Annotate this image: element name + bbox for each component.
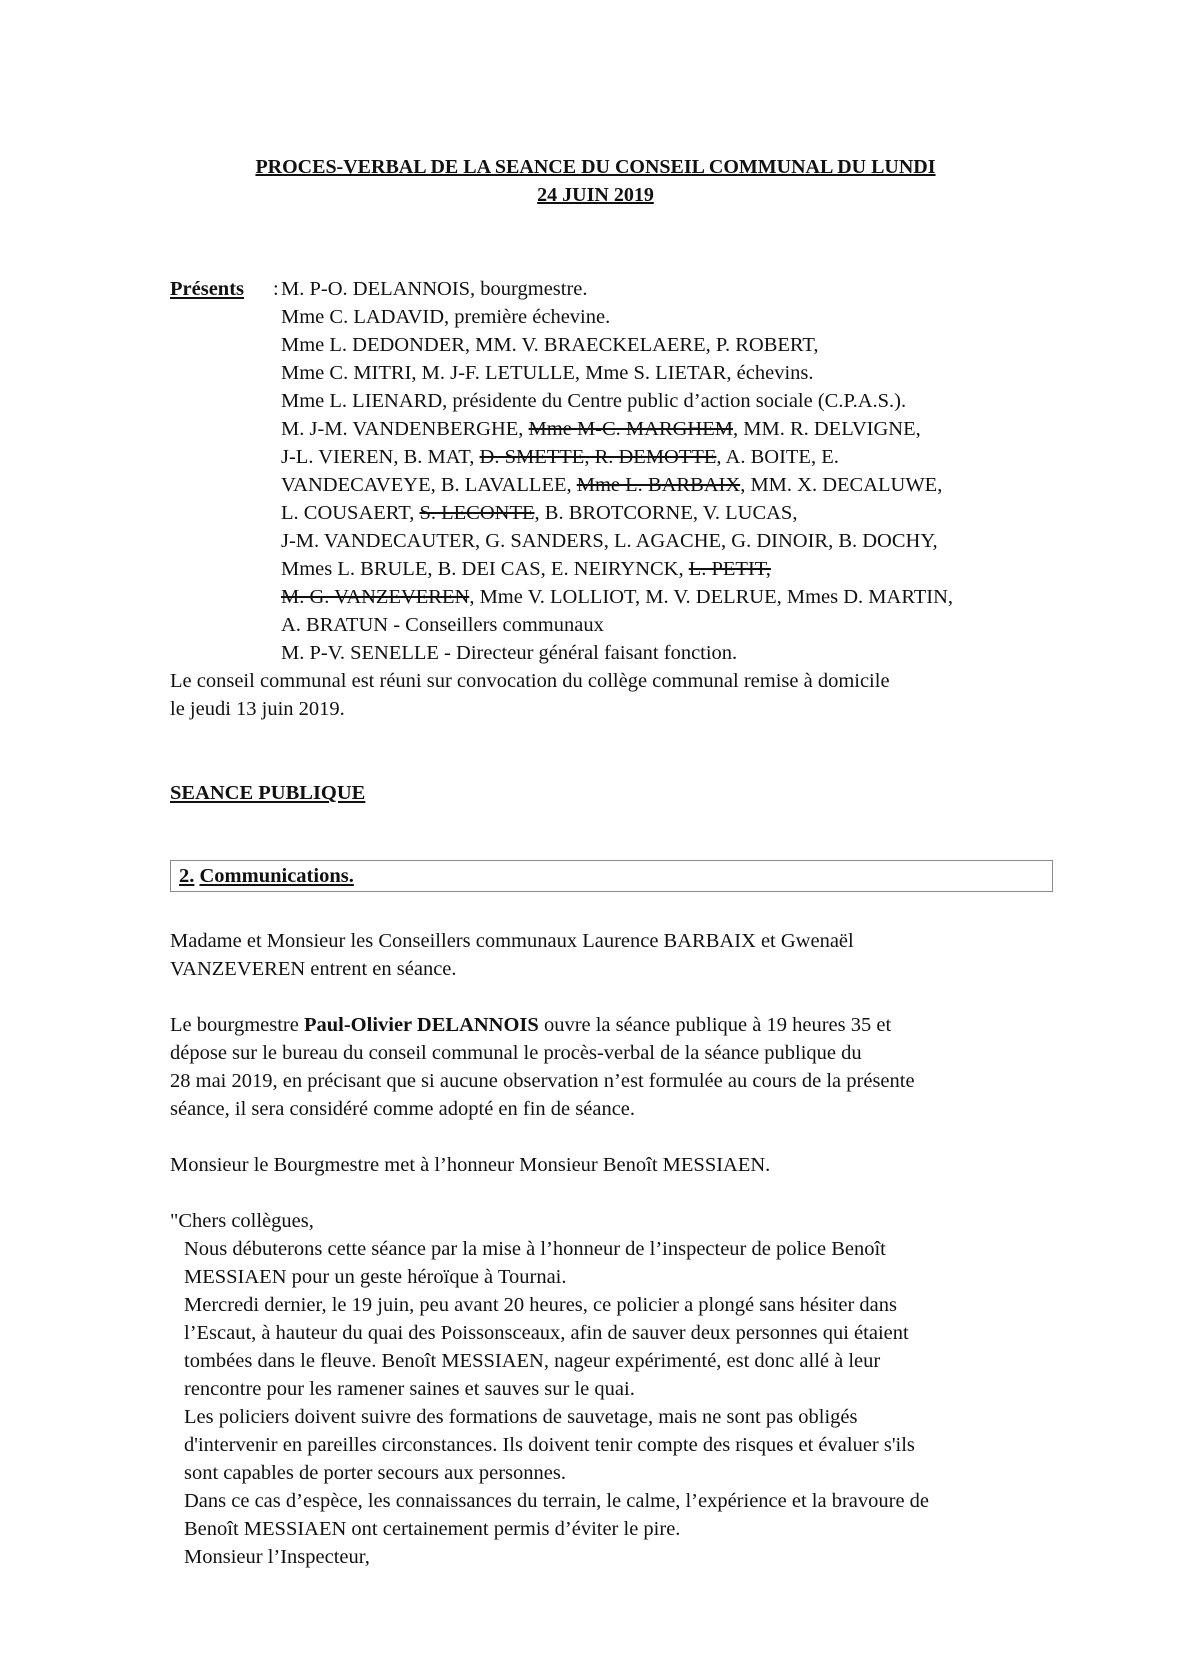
agenda-item-title	[179, 862, 354, 890]
presents-colon: :	[273, 278, 279, 300]
quote-line: Dans ce cas d’espèce, les connaissances du terrain, le calme, l’expérience et la bravoure de	[184, 1490, 930, 1512]
presents-text: , MM. R. DELVIGNE,	[733, 418, 921, 440]
presents-text: M. J-M. VANDENBERGHE,	[281, 418, 529, 440]
paragraph-line: Monsieur le Bourgmestre met à l’honneur Monsieur Benoît MESSIAEN.	[170, 1154, 771, 1176]
document-title-line1: PROCES-VERBAL DE LA SEANCE DU CONSEIL COMMUNAL DU LUNDI	[255, 156, 936, 178]
presents-line	[281, 584, 953, 611]
agenda-item-number: 2.	[179, 865, 195, 887]
presents-line	[281, 500, 797, 527]
quote-line: sont capables de porter secours aux personnes.	[184, 1462, 566, 1484]
presents-line	[281, 444, 839, 471]
quote-line: Monsieur l’Inspecteur,	[184, 1546, 370, 1568]
absent-member: D. SMETTE, R. DEMOTTE	[479, 446, 717, 468]
presents-text: , Mme V. LOLLIOT, M. V. DELRUE, Mmes D. MARTIN,	[469, 586, 954, 608]
presents-line	[281, 416, 921, 443]
presents-line: Mme L. LIENARD, présidente du Centre public d’action sociale (C.P.A.S.).	[281, 390, 907, 412]
paragraph-line: dépose sur le bureau du conseil communal le procès-verbal de la séance publique du	[170, 1042, 862, 1064]
presents-text: , B. BROTCORNE, V. LUCAS,	[534, 502, 798, 524]
convocation-line: Le conseil communal est réuni sur convocation du collège communal remise à domicile	[170, 670, 890, 692]
agenda-item-box	[170, 860, 1053, 892]
paragraph-line	[170, 1012, 891, 1039]
presents-line: A. BRATUN - Conseillers communaux	[281, 614, 604, 636]
presents-line	[281, 556, 771, 583]
presents-label: Présents	[170, 278, 245, 300]
absent-member: L. PETIT,	[688, 558, 771, 580]
presents-text: VANDECAVEYE, B. LAVALLEE,	[281, 474, 577, 496]
paragraph-line: séance, il sera considéré comme adopté en fin de séance.	[170, 1098, 636, 1120]
presents-line: Mme C. MITRI, M. J-F. LETULLE, Mme S. LIETAR, échevins.	[281, 362, 814, 384]
presents-text: J-L. VIEREN, B. MAT,	[281, 446, 480, 468]
absent-member: S. LECONTE	[419, 502, 535, 524]
quote-line: l’Escaut, à hauteur du quai des Poissonsceaux, afin de sauver deux personnes qui étaient	[184, 1322, 909, 1344]
quote-line: Nous débuterons cette séance par la mise à l’honneur de l’inspecteur de police Benoît	[184, 1238, 886, 1260]
quote-line: rencontre pour les ramener saines et sauves sur le quai.	[184, 1378, 635, 1400]
section-heading-seance-publique: SEANCE PUBLIQUE	[170, 782, 366, 804]
quote-line: Les policiers doivent suivre des formations de sauvetage, mais ne sont pas obligés	[184, 1406, 858, 1428]
presents-line: Mme C. LADAVID, première échevine.	[281, 306, 611, 328]
presents-text: Mmes L. BRULE, B. DEI CAS, E. NEIRYNCK,	[281, 558, 689, 580]
quote-line: Benoît MESSIAEN ont certainement permis d’éviter le pire.	[184, 1518, 681, 1540]
paragraph-line: VANZEVEREN entrent en séance.	[170, 958, 457, 980]
quote-line: "Chers collègues,	[170, 1210, 314, 1232]
presents-line: J-M. VANDECAUTER, G. SANDERS, L. AGACHE, G. DINOIR, B. DOCHY,	[281, 530, 938, 552]
presents-line: M. P-O. DELANNOIS, bourgmestre.	[281, 278, 588, 300]
quote-line: MESSIAEN pour un geste héroïque à Tournai.	[184, 1266, 567, 1288]
presents-line	[281, 472, 942, 499]
presents-line: M. P-V. SENELLE - Directeur général faisant fonction.	[281, 642, 738, 664]
absent-member: M. G. VANZEVEREN	[281, 586, 470, 608]
presents-text: L. COUSAERT,	[281, 502, 420, 524]
agenda-item-label: Communications.	[199, 865, 354, 887]
presents-line: Mme L. DEDONDER, MM. V. BRAECKELAERE, P. ROBERT,	[281, 334, 819, 356]
paragraph-line: 28 mai 2019, en précisant que si aucune observation n’est formulée au cours de la présente	[170, 1070, 915, 1092]
quote-line: tombées dans le fleuve. Benoît MESSIAEN, nageur expérimenté, est donc allé à leur	[184, 1350, 881, 1372]
absent-member: Mme M-C. MARGHEM	[528, 418, 733, 440]
convocation-line: le jeudi 13 juin 2019.	[170, 698, 345, 720]
quote-line: d'intervenir en pareilles circonstances. Ils doivent tenir compte des risques et évaluer s'ils	[184, 1434, 915, 1456]
paragraph-text: Le bourgmestre	[170, 1014, 304, 1036]
absent-member: Mme L. BARBAIX	[576, 474, 741, 496]
presents-text: , A. BOITE, E.	[716, 446, 839, 468]
presents-text: , MM. X. DECALUWE,	[740, 474, 943, 496]
paragraph-line: Madame et Monsieur les Conseillers communaux Laurence BARBAIX et Gwenaël	[170, 930, 854, 952]
mayor-name: Paul-Olivier DELANNOIS	[303, 1014, 539, 1036]
document-title-line2: 24 JUIN 2019	[537, 184, 654, 206]
quote-line: Mercredi dernier, le 19 juin, peu avant 20 heures, ce policier a plongé sans hésiter dans	[184, 1294, 898, 1316]
paragraph-text: ouvre la séance publique à 19 heures 35 et	[538, 1014, 892, 1036]
